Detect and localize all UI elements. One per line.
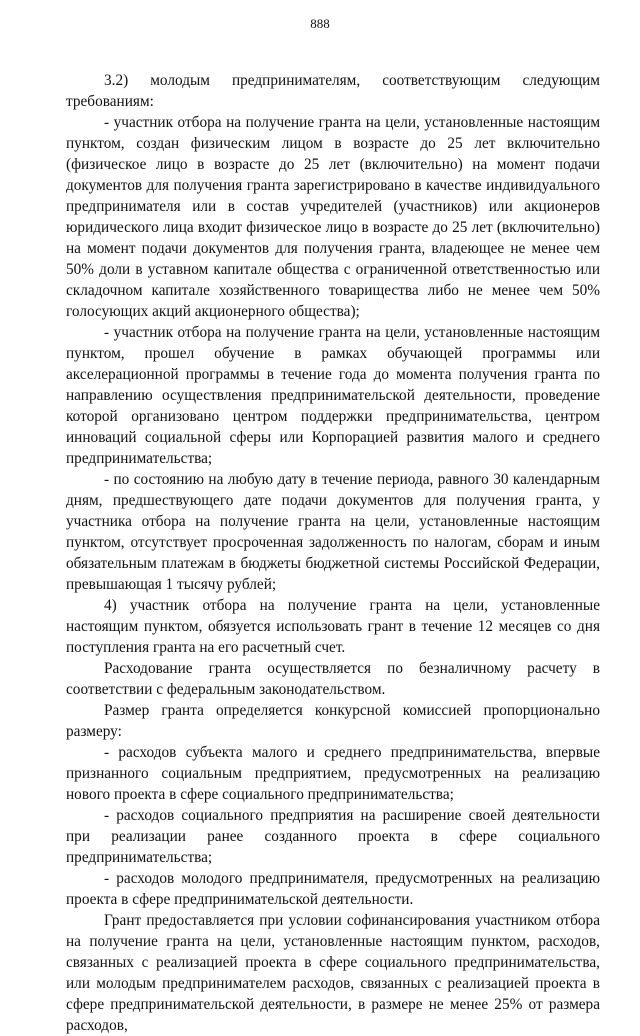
page-number: 888: [310, 16, 330, 31]
paragraph-cofinancing: Грант предоставляется при условии софинансирования участником отбора на получение гранта на цели, установленные настоящим пунктом, расходов, связанных с реализацией проекта в сфере социального предпринимательства, или молодым предпринимателем расходов, связанных с реализацией проекта в сфере предпринимательской деятельности, в размере не менее 25% от размера расходов,: [66, 912, 600, 1034]
paragraph-expenses-new-social: - расходов субъекта малого и среднего предпринимательства, впервые признанного социальным предприятием, предусмотренных на реализацию нового проекта в сфере социального предпринимательства;: [66, 744, 600, 803]
paragraph-debt-requirement: - по состоянию на любую дату в течение периода, равного 30 календарным дням, предшествующего дате подачи документов для получения гранта, у участника отбора на получение гранта на цели, установленные настоящим пунктом, отсутствует просроченная задолженность по налогам, сборам и иным обязательным платежам в бюджеты бюджетной системы Российской Федерации, превышающая 1 тысячу рублей;: [66, 471, 600, 593]
paragraph-young-entrepreneurs: 3.2) молодым предпринимателям, соответствующим следующим требованиям:: [66, 72, 600, 110]
document-body: [66, 70, 600, 1036]
paragraph-item-4: 4) участник отбора на получение гранта на цели, установленные настоящим пунктом, обязуется использовать грант в течение 12 месяцев со дня поступления гранта на его расчетный счет.: [66, 597, 600, 656]
paragraph-spending: Расходование гранта осуществляется по безналичному расчету в соответствии с федеральным законодательством.: [66, 660, 600, 698]
paragraph-expenses-expansion: - расходов социального предприятия на расширение своей деятельности при реализации ранее созданного проекта в сфере социального предпринимательства;: [66, 807, 600, 866]
paragraph-expenses-young: - расходов молодого предпринимателя, предусмотренных на реализацию проекта в сфере предпринимательской деятельности.: [66, 870, 600, 908]
paragraph-age-requirement: - участник отбора на получение гранта на цели, установленные настоящим пунктом, создан физическим лицом в возрасте до 25 лет включительно (физическое лицо в возрасте до 25 лет (включительно) на момент подачи документов для получения гранта зарегистрировано в качестве индивидуального предпринимателя или в состав учредителей (участников) или акционеров юридического лица входит физическое лицо в возрасте до 25 лет (включительно) на момент подачи документов для получения гранта, владеющее не менее чем 50% доли в уставном капитале общества с ограниченной ответственностью или складочном капитале хозяйственного товарищества либо не менее чем 50% голосующих акций акционерного общества);: [66, 114, 600, 320]
paragraph-grant-size: Размер гранта определяется конкурсной комиссией пропорционально размеру:: [66, 702, 600, 740]
paragraph-training-requirement: - участник отбора на получение гранта на цели, установленные настоящим пунктом, прошел обучение в рамках обучающей программы или акселерационной программы в течение года до момента получения гранта по направлению осуществления предпринимательской деятельности, проведение которой организовано центром поддержки предпринимательства, центром инноваций социальной сферы или Корпорацией развития малого и среднего предпринимательства;: [66, 324, 600, 467]
